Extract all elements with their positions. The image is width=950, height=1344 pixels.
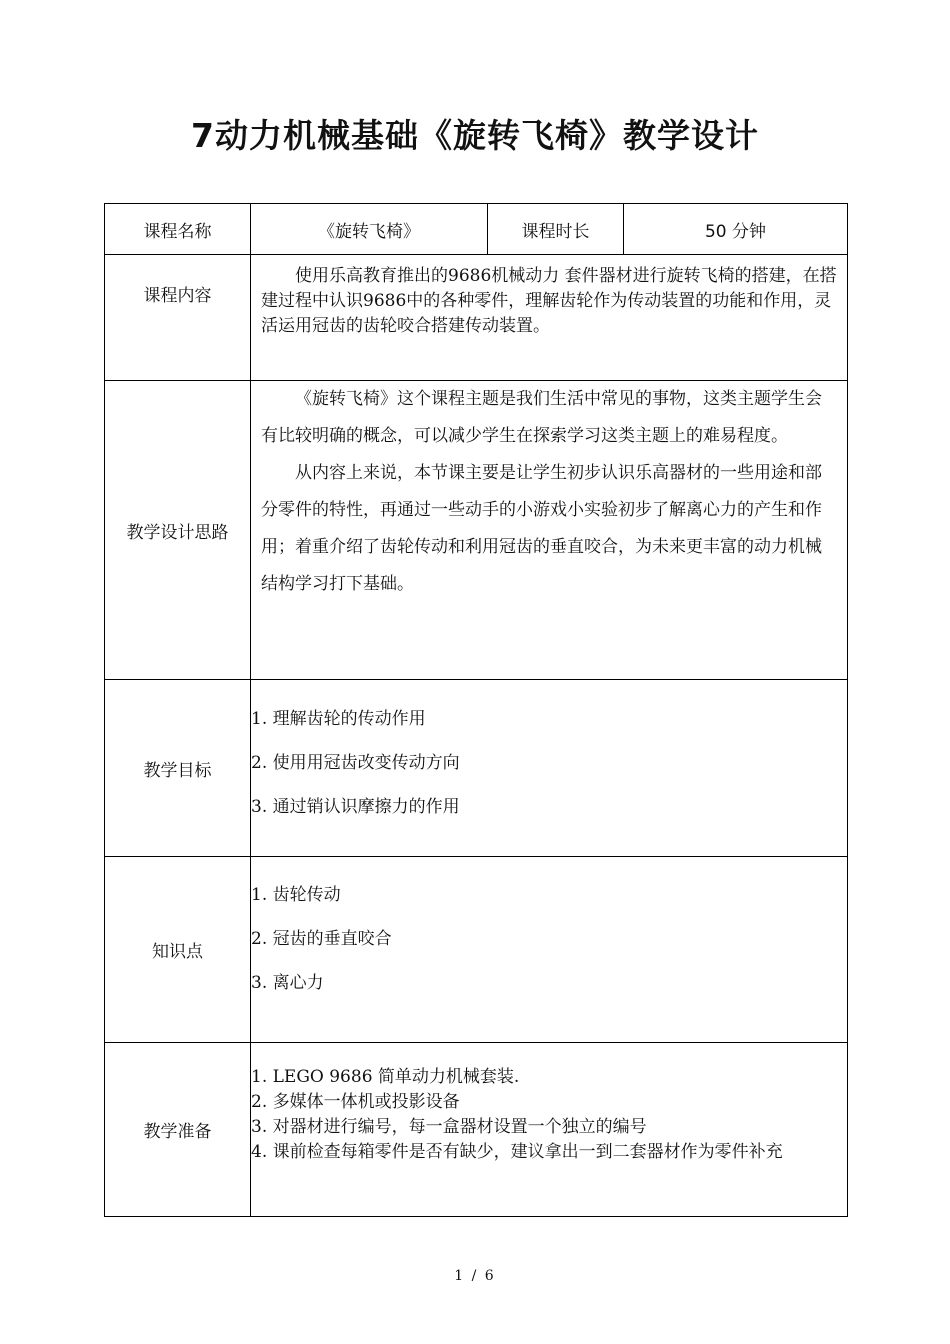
knowledge-item: 1. 齿轮传动 [251,885,341,905]
content-cell [251,255,848,381]
content-label: 课程内容 [105,255,251,381]
row-course-name [105,204,848,255]
knowledge-item: 3. 离心力 [251,973,324,993]
row-design [105,381,848,680]
design-label: 教学设计思路 [105,381,251,680]
goal-item: 1. 理解齿轮的传动作用 [251,709,426,729]
content-text: 使用乐高教育推出的9686机械动力 套件器材进行旋转飞椅的搭建，在搭建过程中认识9686中的各种零件，理解齿轮作为传动装置的功能和作用，灵活运用冠齿的齿轮咬合搭建传动装置。 [261,266,837,336]
row-content [105,255,848,381]
document-title: 7动力机械基础《旋转飞椅》教学设计 [191,116,759,155]
row-goals [105,680,848,857]
prep-item: 3. 对器材进行编号，每一盒器材设置一个独立的编号 [251,1117,647,1137]
design-paragraph-1: 《旋转飞椅》这个课程主题是我们生活中常见的事物，这类主题学生会有比较明确的概念，可以减少学生在探索学习这类主题上的难易程度。 [261,389,822,446]
design-paragraph-2: 从内容上来说，本节课主要是让学生初步认识乐高器材的一些用途和部分零件的特性，再通过一些动手的小游戏小实验初步了解离心力的产生和作用；着重介绍了齿轮传动和利用冠齿的垂直咬合，为未来更丰富的动力机械结构学习打下基础。 [261,463,822,594]
prep-item: 2. 多媒体一体机或投影设备 [251,1092,460,1112]
course-name-label: 课程名称 [105,204,251,255]
lesson-plan-table [104,203,848,1217]
prep-cell [251,1043,848,1217]
knowledge-item: 2. 冠齿的垂直咬合 [251,929,392,949]
prep-label: 教学准备 [105,1043,251,1217]
page-number: 1 / 6 [454,1268,496,1284]
knowledge-cell [251,857,848,1043]
knowledge-label: 知识点 [105,857,251,1043]
design-cell [251,381,848,680]
goals-cell [251,680,848,857]
goal-item: 2. 使用用冠齿改变传动方向 [251,753,460,773]
goals-label: 教学目标 [105,680,251,857]
duration-label: 课程时长 [488,204,624,255]
duration-value: 50 分钟 [624,204,848,255]
row-knowledge [105,857,848,1043]
course-name-value: 《旋转飞椅》 [251,204,488,255]
prep-item: 1. LEGO 9686 简单动力机械套装. [251,1067,520,1087]
prep-item: 4. 课前检查每箱零件是否有缺少，建议拿出一到二套器材作为零件补充 [251,1142,783,1162]
goal-item: 3. 通过销认识摩擦力的作用 [251,797,460,817]
row-prep [105,1043,848,1217]
